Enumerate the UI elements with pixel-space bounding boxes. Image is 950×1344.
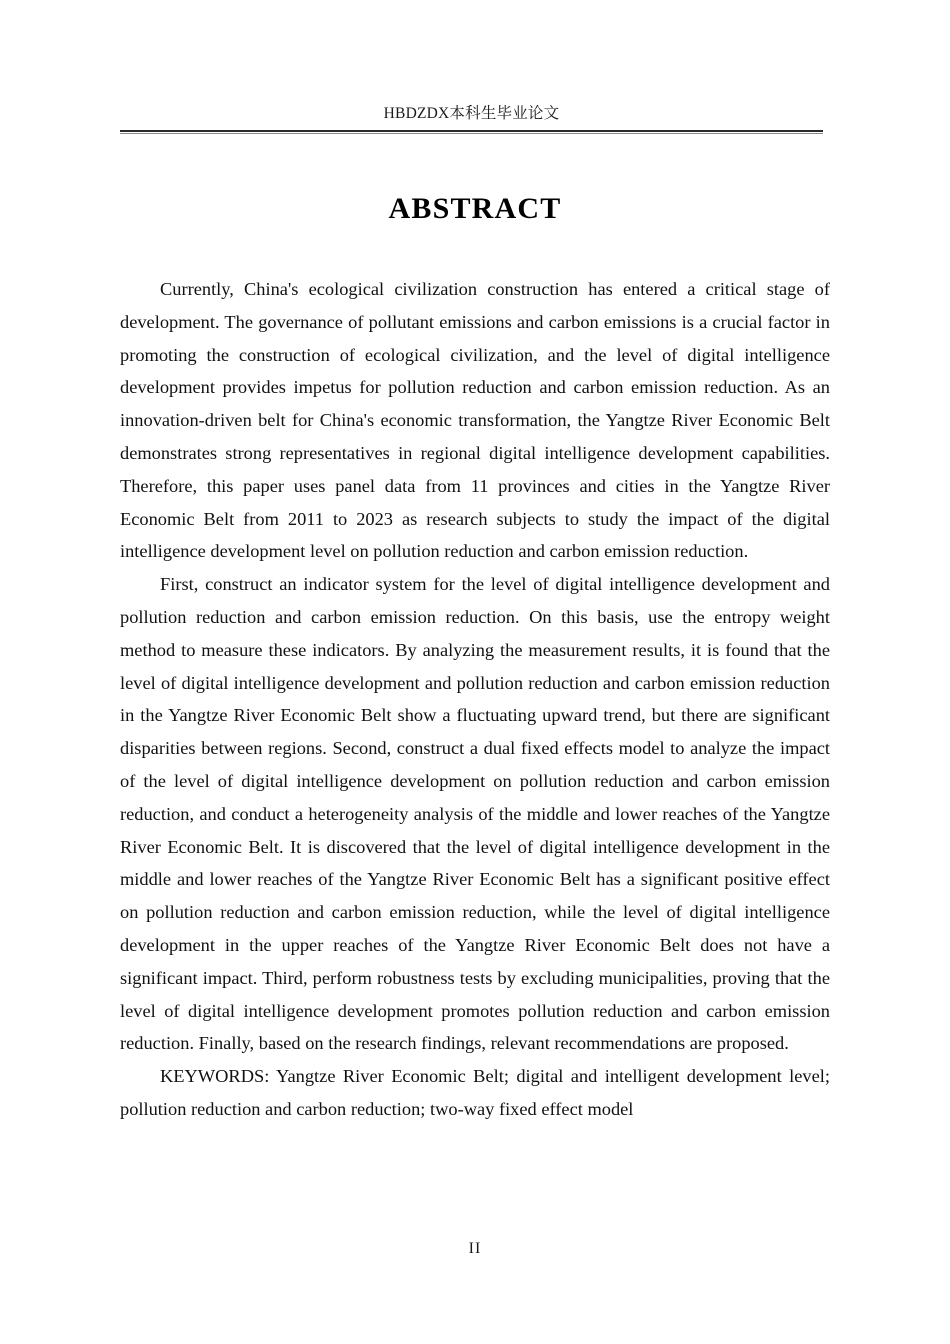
keywords-line: KEYWORDS: Yangtze River Economic Belt; digital and intelligent development level; pollution reduction and carbon reduction; two-way fixed effect model: [120, 1066, 830, 1119]
header-rule-divider: [120, 130, 823, 134]
abstract-body: [120, 273, 830, 1126]
page-title: ABSTRACT: [388, 192, 562, 225]
abstract-paragraph-2: First, construct an indicator system for the level of digital intelligence development and pollution reduction and carbon emission reduction. On this basis, use the entropy weight method to measure these indicators. By analyzing the measurement results, it is found that the level of digital intelligence development and pollution reduction and carbon emission reduction in the Yangtze River Economic Belt show a fluctuating upward trend, but there are significant disparities between regions. Second, construct a dual fixed effects model to analyze the impact of the level of digital intelligence development on pollution reduction and carbon emission reduction, and conduct a heterogeneity analysis of the middle and lower reaches of the Yangtze River Economic Belt. It is discovered that the level of digital intelligence development in the middle and lower reaches of the Yangtze River Economic Belt has a significant positive effect on pollution reduction and carbon emission reduction, while the level of digital intelligence development in the upper reaches of the Yangtze River Economic Belt does not have a significant impact. Third, perform robustness tests by excluding municipalities, proving that the level of digital intelligence development promotes pollution reduction and carbon emission reduction. Finally, based on the research findings, relevant recommendations are proposed.: [120, 574, 830, 1054]
abstract-paragraph-1: Currently, China's ecological civilization construction has entered a critical stage of development. The governance of pollutant emissions and carbon emissions is a crucial factor in promoting the construction of ecological civilization, and the level of digital intelligence development provides impetus for pollution reduction and carbon emission reduction. As an innovation-driven belt for China's economic transformation, the Yangtze River Economic Belt demonstrates strong representatives in regional digital intelligence development capabilities. Therefore, this paper uses panel data from 11 provinces and cities in the Yangtze River Economic Belt from 2011 to 2023 as research subjects to study the impact of the digital intelligence development level on pollution reduction and carbon emission reduction.: [120, 279, 830, 562]
footer-page-number: II: [468, 1240, 482, 1257]
page-header: [120, 104, 823, 134]
running-header-title: HBDZDX本科生毕业论文: [383, 105, 560, 122]
